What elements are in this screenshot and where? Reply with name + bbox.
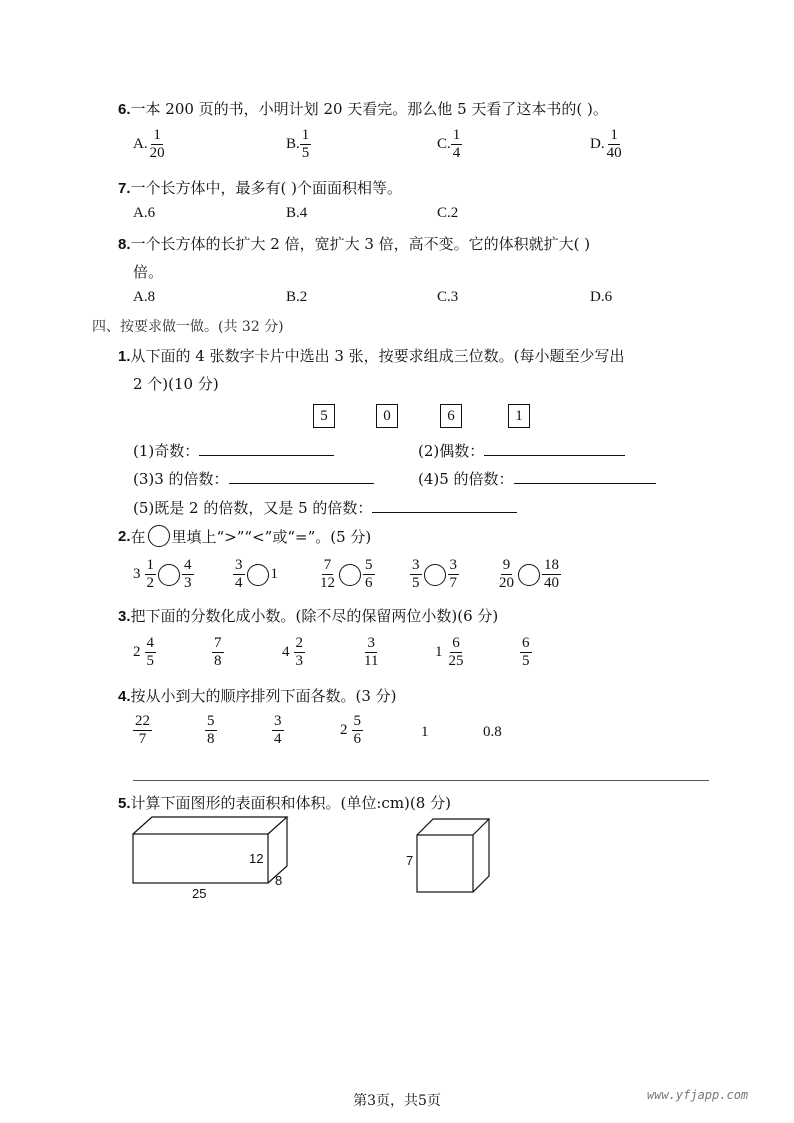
- answer-blank[interactable]: [484, 441, 625, 456]
- fraction-item: 1 $\frac{6}{25}$: [435, 635, 464, 669]
- question-text-cont: 2 个)(10 分): [133, 375, 219, 393]
- fraction: $\frac{1}{4}$: [452, 127, 461, 161]
- compare-item: $\frac{7}{12}$ $\frac{5}{6}$: [320, 557, 373, 591]
- question-number: 6.: [118, 101, 131, 118]
- question-7: [118, 177, 402, 198]
- question-number: 2.: [118, 527, 131, 545]
- compare-circle[interactable]: [158, 564, 180, 586]
- compare-item: $\frac{9}{20}$ $\frac{18}{40}$: [499, 557, 559, 591]
- question-text: 一个长方体的长扩大 2 倍，宽扩大 3 倍，高不变。它的体积就扩大( ): [130, 235, 591, 253]
- answer-label: (1)奇数：: [133, 442, 200, 460]
- option-b: [286, 128, 311, 161]
- number-item: $\frac{22}{7}$: [135, 713, 150, 747]
- question-number: 8.: [118, 236, 131, 253]
- fraction: $\frac{1}{5}$: [301, 127, 310, 161]
- cuboid-figure: [128, 810, 298, 905]
- divider: [133, 780, 709, 781]
- question-number: 5.: [118, 795, 131, 812]
- fraction-item: $\frac{6}{5}$: [522, 635, 530, 669]
- question-number: 3.: [118, 608, 131, 625]
- label-length: 25: [192, 886, 207, 901]
- answer-blank[interactable]: [514, 469, 656, 484]
- option-label: D.: [590, 136, 605, 152]
- compare-circle[interactable]: [518, 564, 540, 586]
- question-text: 计算下面图形的表面积和体积。(单位:cm)(8 分): [130, 794, 451, 812]
- answer-blank[interactable]: [372, 498, 517, 513]
- fraction-item: 2 $\frac{4}{5}$: [133, 635, 154, 669]
- fraction-item: $\frac{7}{8}$: [214, 635, 222, 669]
- number-item: 0.8: [483, 724, 502, 740]
- watermark: www.yfjapp.com: [647, 1088, 749, 1102]
- answer-label: (2)偶数：: [418, 442, 485, 460]
- compare-circle[interactable]: [339, 564, 361, 586]
- label-height: 12: [249, 851, 264, 866]
- compare-item: $\frac{3}{5}$ $\frac{3}{7}$: [412, 557, 457, 591]
- question-8: [118, 233, 590, 254]
- option-a: [133, 128, 167, 161]
- compare-circle[interactable]: [247, 564, 269, 586]
- option-d: [590, 128, 624, 161]
- question-text: 按从小到大的顺序排列下面各数。(3 分): [130, 687, 397, 705]
- fraction-item: $\frac{3}{11}$: [364, 635, 379, 669]
- question-number: 4.: [118, 688, 131, 705]
- option-c: C.2: [437, 205, 459, 221]
- sub-question-2: [118, 525, 371, 547]
- question-text: 在: [130, 527, 146, 546]
- number-item: $\frac{5}{8}$: [207, 713, 215, 747]
- question-text-cont: 倍。: [133, 263, 164, 281]
- number-card: 1: [508, 404, 530, 428]
- answer-blank[interactable]: [229, 469, 374, 484]
- option-c: C.3: [437, 289, 459, 305]
- answer-multiple-2-and-5: [133, 497, 517, 518]
- sub-question-1: [118, 345, 625, 366]
- option-label: C.: [437, 136, 451, 152]
- sub-question-3: [118, 605, 498, 626]
- question-number: 7.: [118, 180, 131, 197]
- answer-odd: [133, 440, 334, 461]
- label-depth: 8: [275, 873, 283, 888]
- label-cube-edge: 7: [406, 853, 414, 868]
- option-a: A.6: [133, 205, 156, 221]
- answer-label: (4)5 的倍数：: [418, 470, 514, 488]
- question-number: 1.: [118, 348, 131, 365]
- answer-blank[interactable]: [199, 441, 334, 456]
- option-label: A.: [133, 136, 148, 152]
- fraction: $\frac{1}{20}$: [149, 127, 165, 161]
- cube-figure: [412, 815, 494, 897]
- question-text: 把下面的分数化成小数。(除不尽的保留两位小数)(6 分): [130, 607, 499, 625]
- option-label: B.: [286, 136, 300, 152]
- option-d: D.6: [590, 289, 613, 305]
- fraction: $\frac{1}{40}$: [606, 127, 622, 161]
- question-text: 一本 200 页的书，小明计划 20 天看完。那么他 5 天看了这本书的( )。: [130, 100, 608, 118]
- compare-item: $\frac{3}{4}$ 1: [235, 557, 278, 591]
- number-item: 2 $\frac{5}{6}$: [340, 713, 361, 747]
- number-card: 5: [313, 404, 335, 428]
- answer-label: (3)3 的倍数：: [133, 470, 229, 488]
- number-item: $\frac{3}{4}$: [274, 713, 282, 747]
- sub-question-4: [118, 685, 397, 706]
- answer-even: [418, 440, 625, 461]
- compare-item: 3 $\frac{1}{2}$ $\frac{4}{3}$: [133, 557, 192, 591]
- question-text: 从下面的 4 张数字卡片中选出 3 张，按要求组成三位数。(每小题至少写出: [130, 347, 625, 365]
- question-text: 一个长方体中，最多有( )个面面积相等。: [130, 179, 402, 197]
- option-c: [437, 128, 462, 161]
- compare-circle[interactable]: [424, 564, 446, 586]
- option-b: B.2: [286, 289, 308, 305]
- question-6: [118, 98, 608, 119]
- answer-label: (5)既是 2 的倍数，又是 5 的倍数：: [133, 499, 373, 517]
- number-card: 6: [440, 404, 462, 428]
- page-number: 第3页，共5页: [353, 1093, 441, 1109]
- option-a: A.8: [133, 289, 156, 305]
- section-title: 四、按要求做一做。(共 32 分): [92, 319, 284, 335]
- answer-multiple-3: [133, 468, 374, 489]
- number-card: 0: [376, 404, 398, 428]
- fraction-item: 4 $\frac{2}{3}$: [282, 635, 303, 669]
- circle-icon: [148, 525, 170, 547]
- number-item: 1: [421, 724, 429, 740]
- question-text: 里填上“>”“<”或“=”。(5 分): [171, 527, 372, 546]
- option-b: B.4: [286, 205, 308, 221]
- answer-multiple-5: [418, 468, 656, 489]
